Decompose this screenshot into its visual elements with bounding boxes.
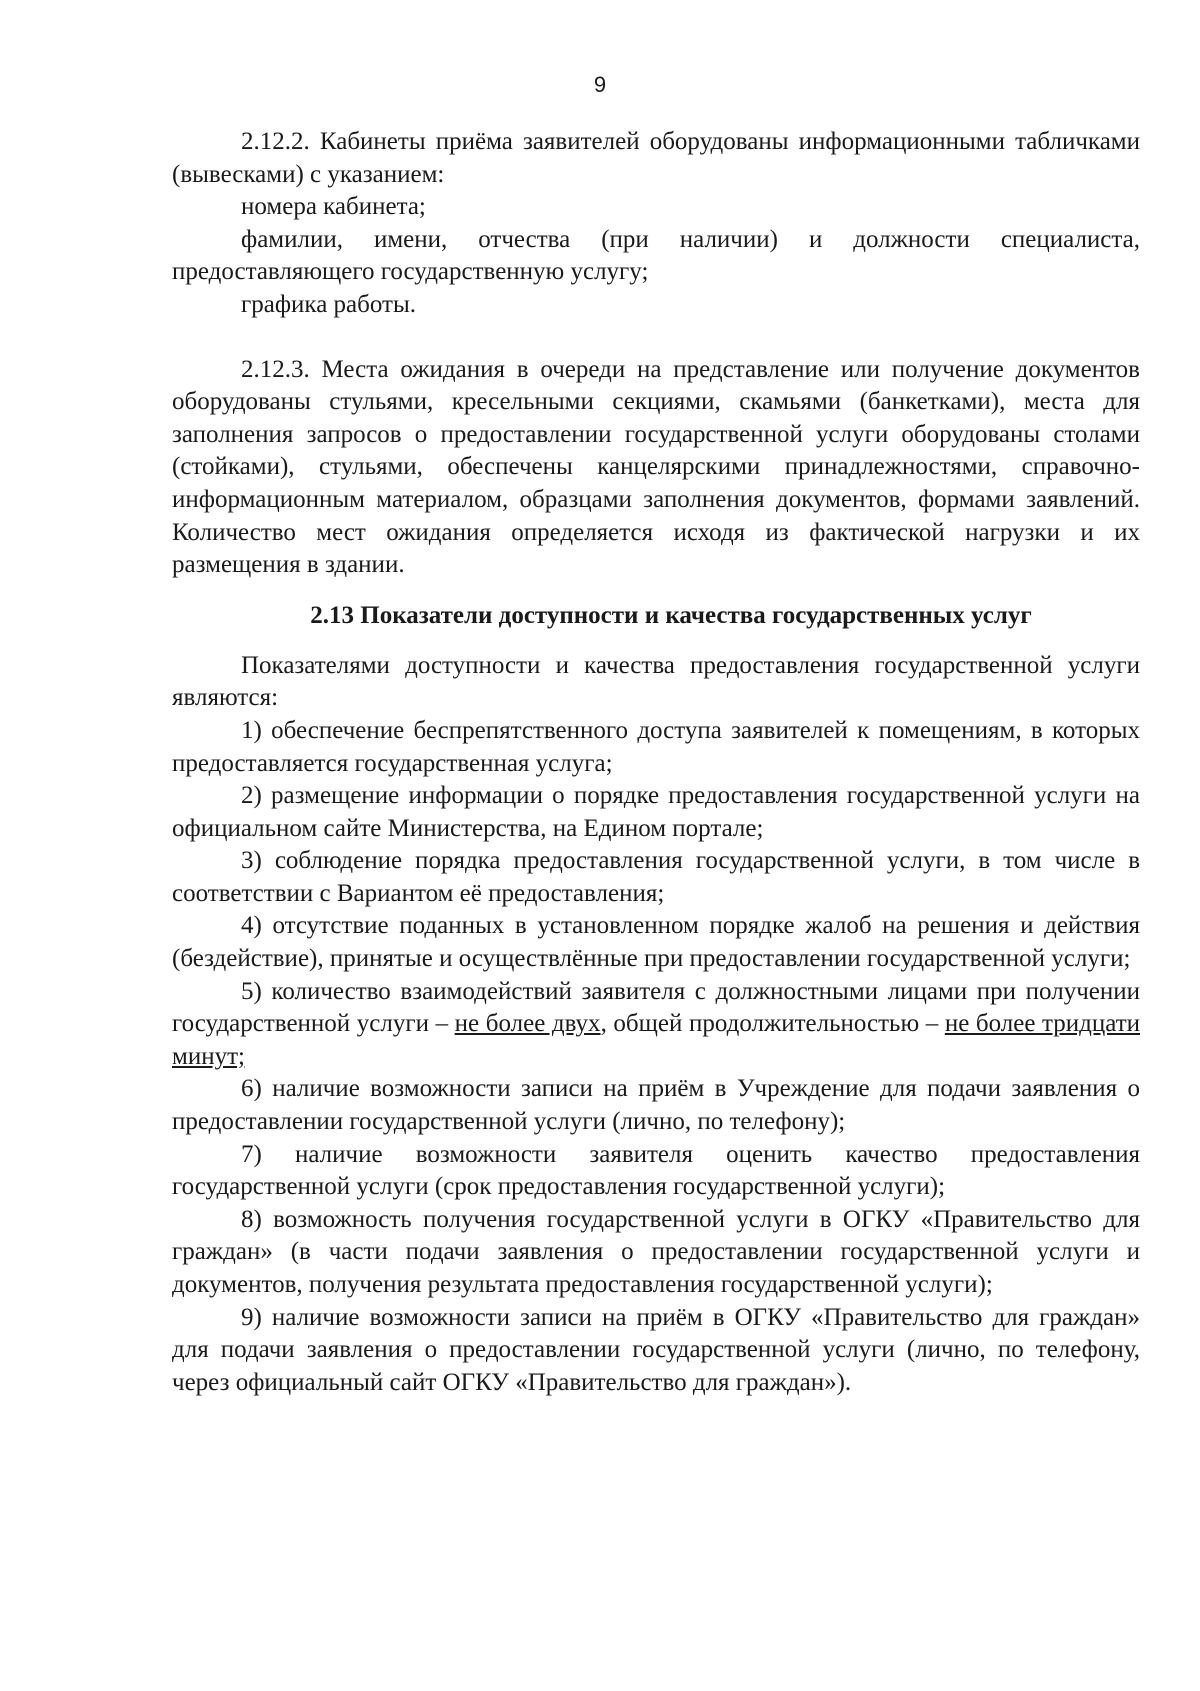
page-content xyxy=(172,126,1140,1399)
paragraph-gap xyxy=(172,582,1140,600)
list-item: 8) возможность получения государственной услуги в ОГКУ «Правительство для граждан» (в части подачи заявления о предоставлении государственной услуги и документов, получения результата предоставления государственной услуги); xyxy=(172,1205,1140,1298)
section-2-12-2-item: номера кабинета; xyxy=(241,193,426,221)
list-item: 3) соблюдение порядка предоставления государственной услуги, в том числе в соответствии с Вариантом её предоставления; xyxy=(172,847,1140,907)
item-5-text: 5) количество взаимодействий заявителя с должностными лицами при получении государственной услуги – xyxy=(172,977,1140,1038)
list-item: 1) обеспечение беспрепятственного доступа заявителей к помещениям, в которых предоставляется государственная услуга; xyxy=(172,716,1140,777)
list-item: 4) отсутствие поданных в установленном порядке жалоб на решения и действия (бездействие), принятые и осуществлённые при предоставлении государственной услуги; xyxy=(172,912,1140,973)
list-item: 7) наличие возможности заявителя оценить качество предоставления государственной услуги (срок предоставления государственной услуги); xyxy=(172,1140,1140,1201)
paragraph-gap xyxy=(172,632,1140,650)
list-item: 2) размещение информации о порядке предоставления государственной услуги на официальном сайте Министерства, на Едином портале; xyxy=(172,782,1140,842)
section-2-12-3-text: 2.12.3. Места ожидания в очереди на представление или получение документов оборудованы стульями, кресельными секциями, скамьями (банкетками), места для заполнения запросов о предоставлении государственной услуги оборудованы столами (стойками), стульями, обеспечены канцелярскими принадлежностями, справочно-информационным материалом, образцами заполнения документов, формами заявлений. Количество мест ожидания определяется исходя из фактической нагрузки и их размещения в здании. xyxy=(172,355,1140,579)
list-item: 6) наличие возможности записи на приём в Учреждение для подачи заявления о предоставлении государственной услуги (лично, по телефону); xyxy=(172,1075,1140,1136)
section-2-12-2-item: графика работы. xyxy=(241,290,416,318)
list-item: 9) наличие возможности записи на приём в ОГКУ «Правительство для граждан» для подачи заявления о предоставлении государственной услуги (лично, по телефону, через официальный сайт ОГКУ «Правительство для граждан»). xyxy=(172,1303,1140,1396)
list-item xyxy=(172,976,1140,1074)
underlined-limit-duration: не более тридцати минут; xyxy=(172,1010,1140,1070)
underlined-limit-count: не более двух xyxy=(454,1010,601,1038)
item-5-text: , общей продолжительностью – xyxy=(600,1010,945,1038)
section-2-13-heading: 2.13 Показатели доступности и качества государственных услуг xyxy=(310,601,1032,629)
section-2-12-2-intro: 2.12.2. Кабинеты приёма заявителей оборудованы информационными табличками (вывесками) с указанием: xyxy=(172,128,1140,188)
section-2-12-2-item: фамилии, имени, отчества (при наличии) и должности специалиста, предоставляющего государственную услугу; xyxy=(172,225,1140,286)
section-2-13-intro: Показателями доступности и качества предоставления государственной услуги являются: xyxy=(172,651,1140,712)
paragraph-gap xyxy=(172,322,1140,354)
page-number: 9 xyxy=(593,72,607,97)
